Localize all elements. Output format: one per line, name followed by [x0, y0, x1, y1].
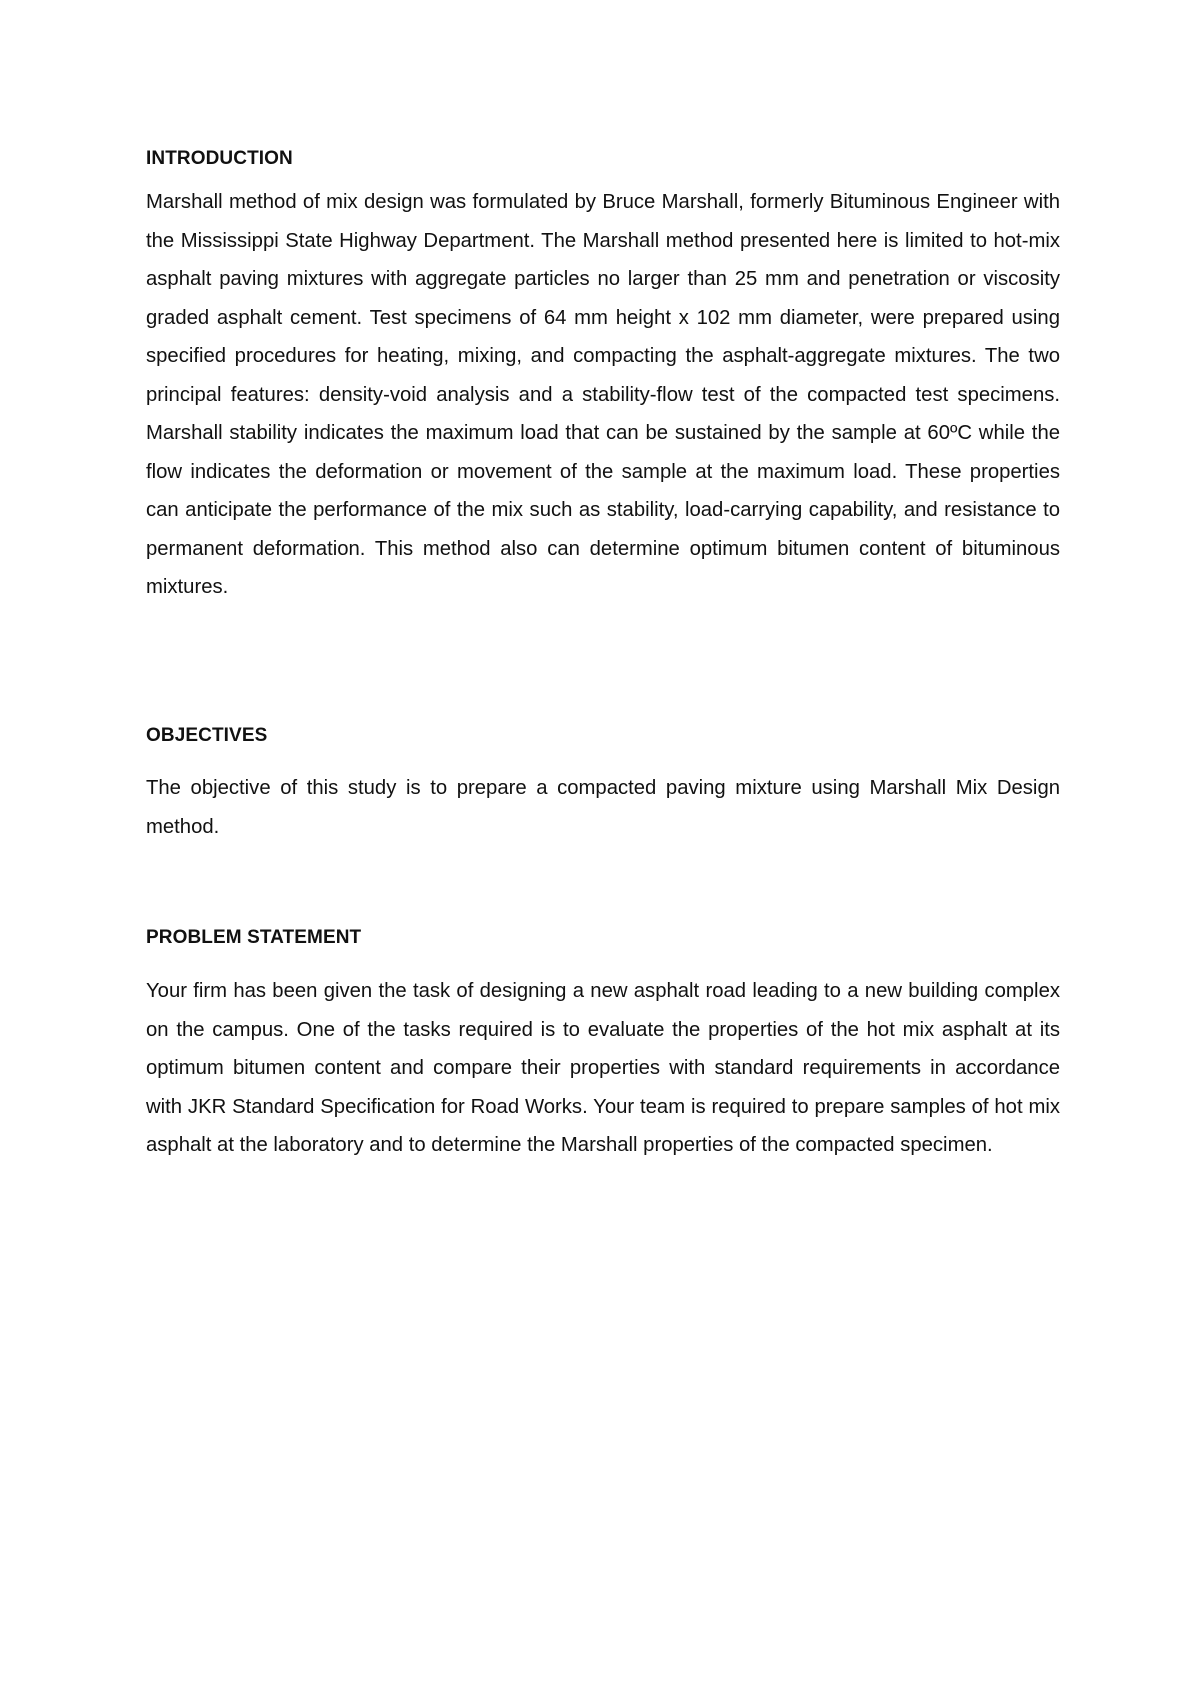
- problem-statement-heading: PROBLEM STATEMENT: [146, 927, 362, 948]
- introduction-paragraph: Marshall method of mix design was formulated by Bruce Marshall, formerly Bituminous Engineer with the Mississippi State Highway Department. The Marshall method presented here is limited to hot-mix asphalt paving mixtures with aggregate particles no larger than 25 mm and penetration or viscosity graded asphalt cement. Test specimens of 64 mm height x 102 mm diameter, were prepared using specified procedures for heating, mixing, and compacting the asphalt-aggregate mixtures. The two principal features: density-void analysis and a stability-flow test of the compacted test specimens. Marshall stability indicates the maximum load that can be sustained by the sample at 60ºC while the flow indicates the deformation or movement of the sample at the maximum load. These properties can anticipate the performance of the mix such as stability, load-carrying capability, and resistance to permanent deformation. This method also can determine optimum bitumen content of bituminous mixtures.: [146, 191, 1060, 598]
- objectives-heading: OBJECTIVES: [146, 725, 268, 746]
- objectives-paragraph: The objective of this study is to prepare a compacted paving mixture using Marshall Mix Design method.: [146, 777, 1060, 838]
- introduction-heading: INTRODUCTION: [146, 148, 293, 169]
- problem-statement-paragraph: Your firm has been given the task of designing a new asphalt road leading to a new building complex on the campus. One of the tasks required is to evaluate the properties of the hot mix asphalt at its optimum bitumen content and compare their properties with standard requirements in accordance with JKR Standard Specification for Road Works. Your team is required to prepare samples of hot mix asphalt at the laboratory and to determine the Marshall properties of the compacted specimen.: [146, 980, 1060, 1156]
